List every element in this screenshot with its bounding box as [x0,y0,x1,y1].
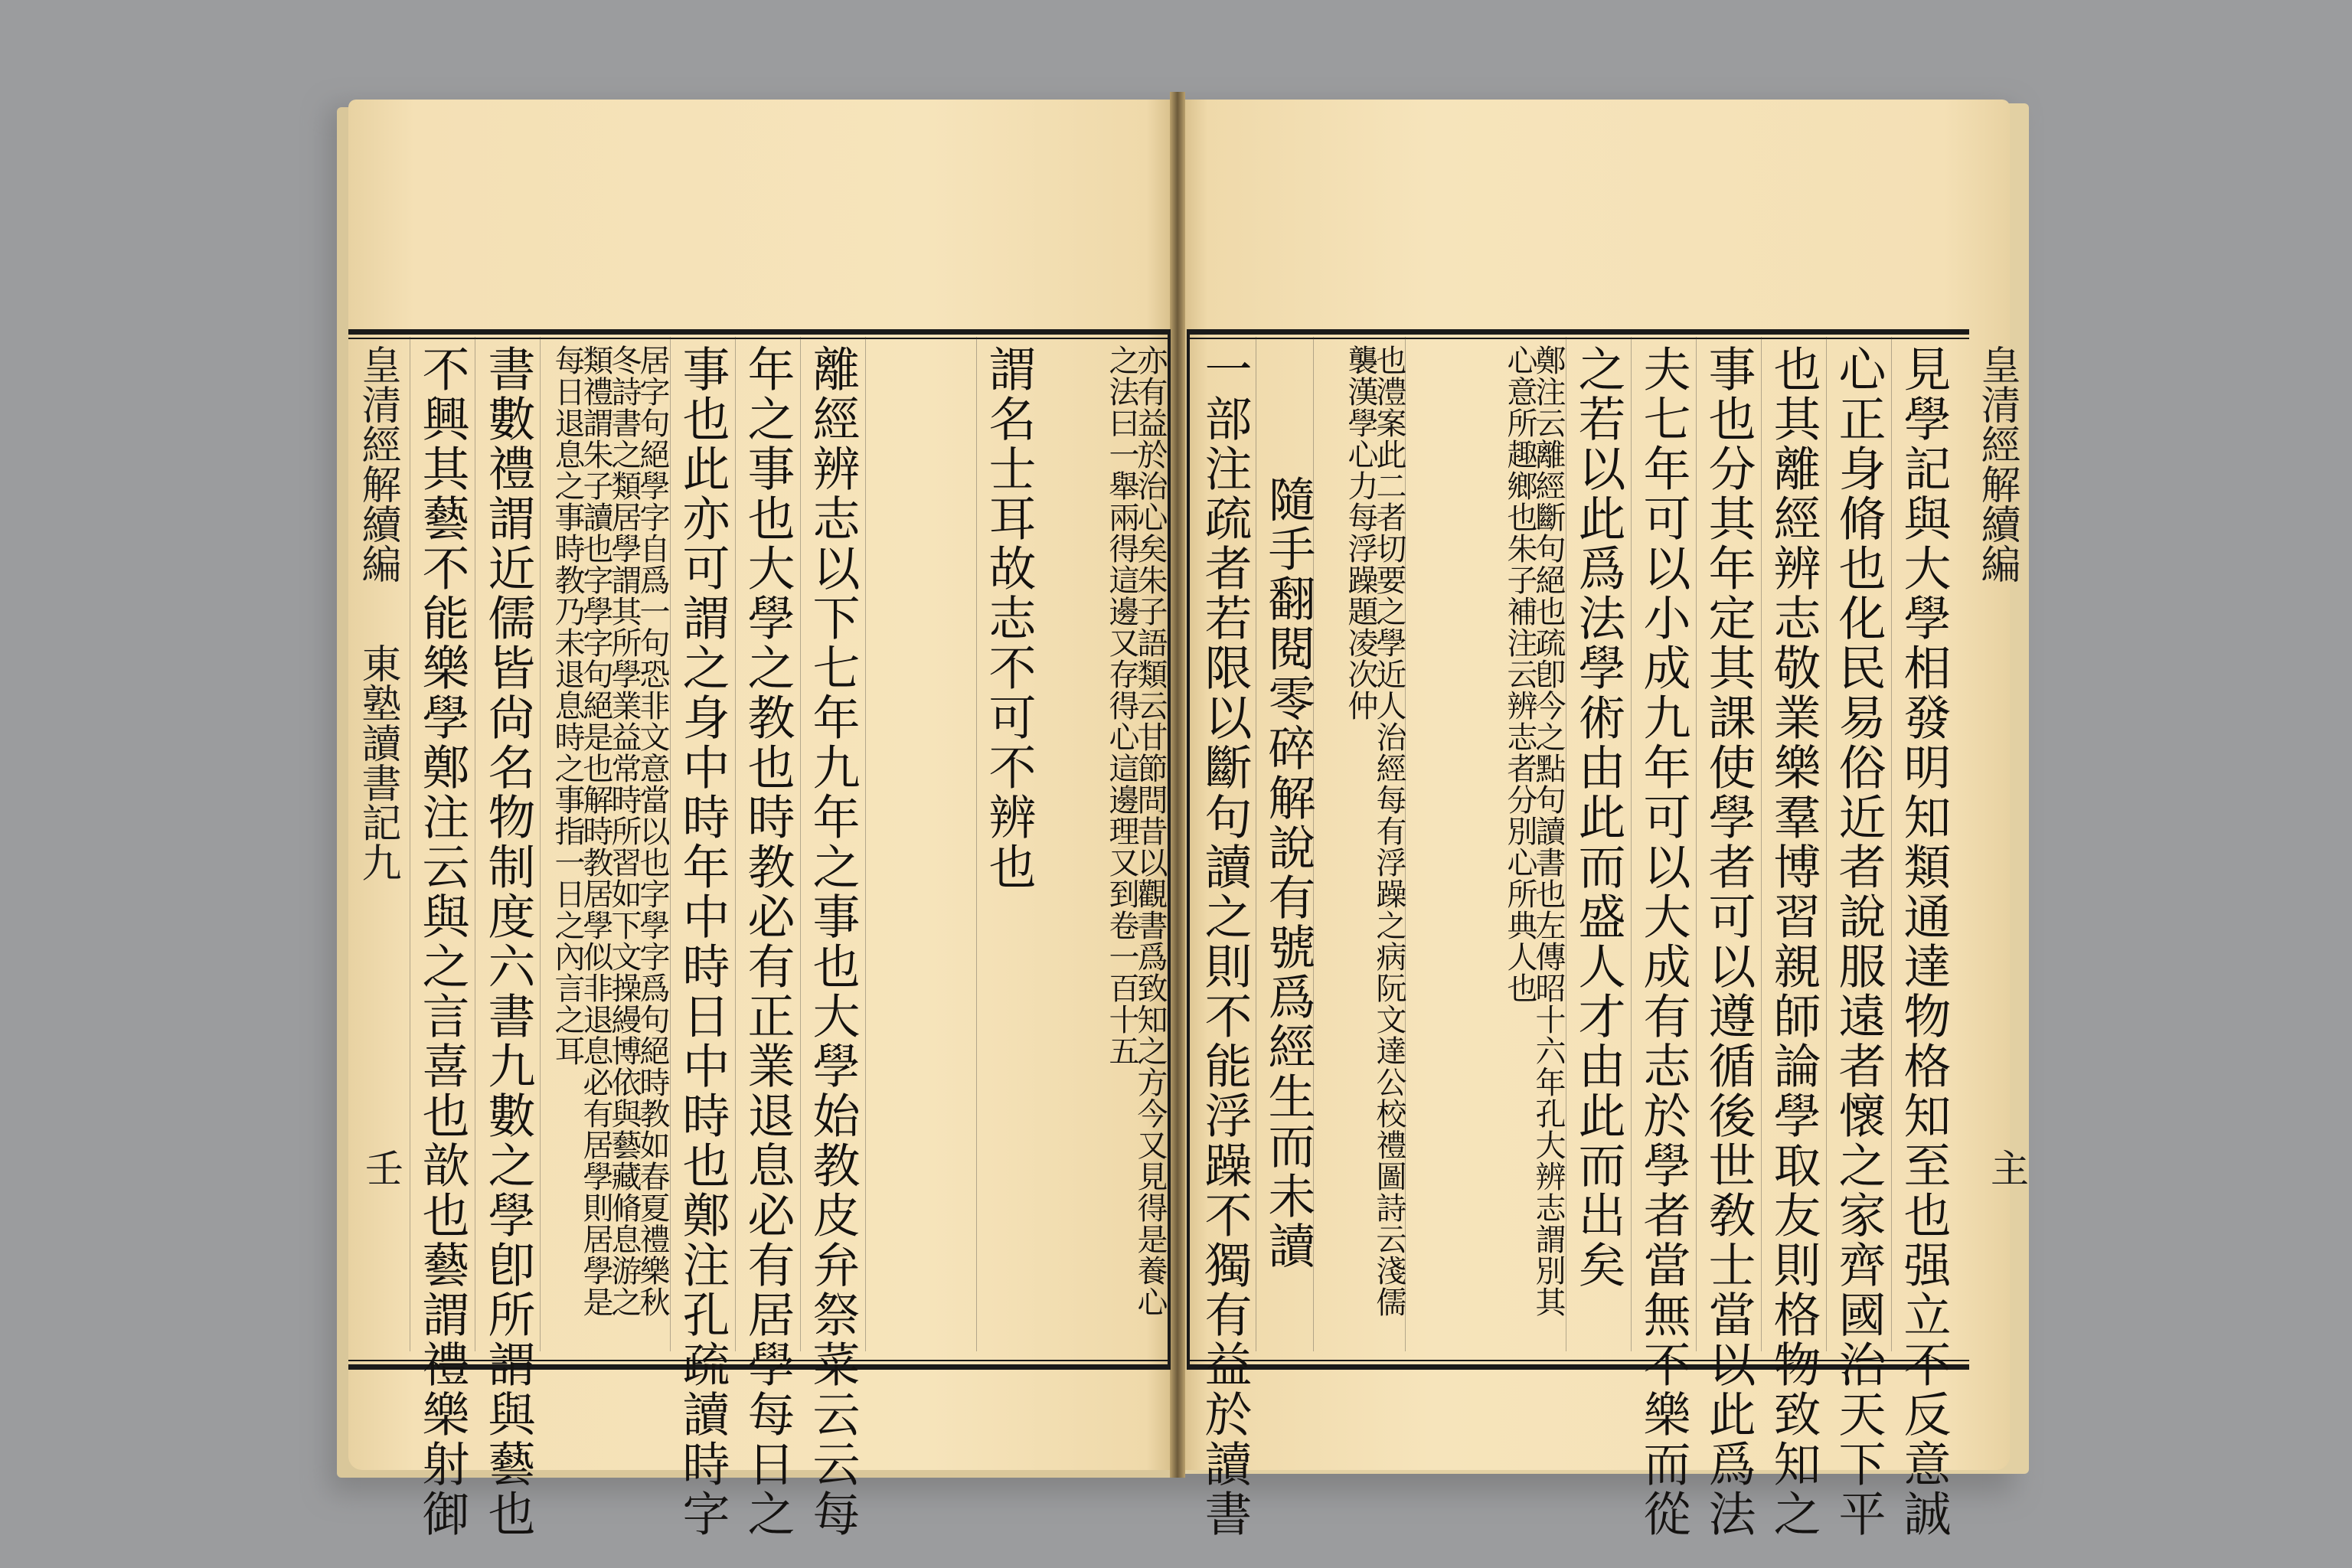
left-col-7: 書數禮謂近儒皆尙名物制度六書九數之學卽所謂與藝也 [480,345,536,1539]
right-col-3: 也其離經辨志敬業樂羣博習親師論學取友則格物致知之 [1766,345,1821,1539]
right-col-6: 之若以此爲法學術由此而盛人才由此而出矣 [1570,345,1626,1290]
right-folio: 主 [1984,1148,2029,1187]
left-col-2: 謂名士耳故志不可不辨也 [981,345,1037,892]
right-edge-column [1969,329,2023,1359]
right-col-9: 隨手翻閱零碎解說有號爲經生而未讀 [1260,475,1316,1271]
right-col-10: 一部注疏者若限以斷句讀之則不能浮躁不獨有益於讀書 [1197,345,1253,1539]
left-edge-subtitle: 東塾讀書記九 [354,643,400,882]
right-col-1: 見學記與大學相發明知類通達物格知至也强立不反意誠 [1896,345,1952,1539]
right-col-4: 事也分其年定其課使學者可以遵循後世敎士當以此爲法 [1700,345,1756,1539]
right-col-8: 也澧案此二者切要之學近人治經每有浮躁之病阮文達公校禮圖詩云淺儒襲漢學心力每浮躁題凌次仲 [1343,345,1406,1318]
left-col-3: 離經辨志以下七年九年之事也大學始教皮弁祭菜云云每 [805,345,861,1539]
right-col-7: 鄭注云離經斷句絕也疏卽今之點句讀書也左傳昭十六年孔大辨志謂別其心意所趣鄉也朱子補注云辨志者分別心所典人也 [1502,345,1566,1318]
left-col-5: 事也此亦可謂之身中時年中時日中時也鄭注孔疏讀時字 [675,345,730,1539]
right-edge-title: 皇清經解續編 [1974,345,2020,583]
left-edge-column [348,329,402,1359]
left-folio: 壬 [359,1148,403,1187]
left-edge-title: 皇清經解續編 [354,345,400,583]
right-col-5: 夫七年可以小成九年可以大成有志於學者當無不樂而從 [1635,345,1691,1539]
book-gutter [1170,92,1185,1478]
right-col-2: 心正身脩也化民易俗近者說服遠者懷之家齊國治天下平 [1831,345,1886,1539]
left-col-8: 不興其藝不能樂學鄭注云與之言喜也歆也藝謂禮樂射御 [414,345,470,1539]
left-col-4: 年之事也大學之教也時教必有正業退息必有居學每日之 [740,345,795,1539]
left-col-1: 亦有益於治心矣朱子語類云甘節問昔以觀書爲致知之方今又見得是養心之法曰一舉兩得這邊又存得心這邊理又到卷一百十五 [1104,345,1168,1318]
left-col-6: 居字句絕學字自爲一句恐非文意當以也字學字爲句絕時教如春夏禮樂秋冬詩書之類居學謂其所學業益常時所習如下文操縵博依與藝藏脩息游之類禮謂朱子讀也字學字句絕是也解時教居學似非退息必有居學則居學是每日退息之事時教乃未退息時之事指一日之內言之耳 [550,345,670,1318]
